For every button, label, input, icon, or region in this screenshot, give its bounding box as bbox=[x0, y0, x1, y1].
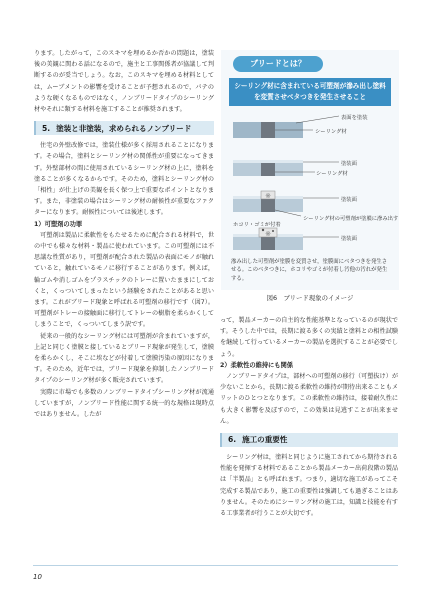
left-column bbox=[34, 48, 214, 420]
section-title: 塗装と非塗装，求められるノンブリード bbox=[56, 123, 192, 133]
section-number: 6. bbox=[228, 435, 237, 445]
figure-title: シーリング材に含まれている可塑剤が滲み出し塗料を変質させベタつきを発生させること bbox=[229, 78, 391, 106]
label-film: 塗装面 bbox=[341, 236, 357, 242]
label-film: 塗装面 bbox=[341, 197, 357, 203]
paragraph: 実際に市場でも多数のノンブリードタイプシーリング材が流通していますが，ノンブリード性能に関する統一的な規格は現時点ではありません。したが bbox=[34, 388, 214, 419]
paragraph: シーリング材は，塗料と同じように施工されてから期待される性能を発揮する材料であることから製品メーカー出荷段階の製品は「半製品」とも呼ばれます。つまり，適切な施工があってこそ完成する製品であり，施工の重要性は強調しても過ぎることはありません。そのためにシーリング材の施工は，知識と技能を有する工事業者が行うことが大切です。 bbox=[220, 454, 398, 518]
label-film: 塗装面 bbox=[341, 161, 357, 167]
right-column bbox=[220, 315, 398, 519]
stage-4-panel bbox=[233, 228, 303, 250]
svg-text:※: ※ bbox=[265, 230, 271, 238]
paragraph: 可塑剤は製品に柔軟性をもたせるために配合される材料で，世の中でも様々な材料・製品に使われています。この可塑剤には不思議な性質があり，可塑剤が配合された製品の表面にモノが触れていると，触れているモノに移行することがあります。例えば，輪ゴムや消しゴムをプラスチックのトレーに置いたままにしておくと，くっついてしまったという経験をされたことがあると思います。これがブリード現象と呼ばれる可塑剤の移行です（図7）。可塑剤がトレーの接触面に移行してトレーの樹脂を柔らかくしてしまうことで，くっついてしまう訳です。 bbox=[34, 231, 214, 329]
paragraph: ノンブリードタイプは，部材への可塑剤の移行（可塑抜け）が少ないことから，長期に渡る柔軟性の維持が期待出来ることもメリットのひとつとなります。この柔軟性の維持は，接着耐久性にも大きく影響を及ぼすので，この効果は見逃すことが出来ません。 bbox=[220, 373, 398, 425]
section-number: 5. bbox=[42, 123, 51, 133]
paragraph: って，製品メーカーの自主的な性能基準となっているのが現状です。そうした中では，長期に渡る多くの実績と塗料との相性試験を継続して行っているメーカーの製品を選択することが必要でしょう。 bbox=[220, 317, 398, 358]
subheading: 1）可塑剤の功罪 bbox=[34, 220, 83, 228]
figure-diagram bbox=[221, 50, 399, 290]
paragraph: ります。したがって，このスキマを埋めるか否かの問題は，塗装後の美観に関わる話になるので，施主と工事関係者が協議して判断するのが妥当でしょう。なお，このスキマを埋める材料としては，ムーブメントの影響を受けることが予想されるので，パテのような硬くなるものではなく，ノンブリードタイプのシーリング材やそれに類する材料を施工することが推奨されます。 bbox=[34, 50, 214, 114]
label-sealant: シーリング材 bbox=[315, 129, 347, 135]
section-title: 施工の重要性 bbox=[242, 435, 288, 445]
figure-caption: 図6 ブリード現象のイメージ bbox=[266, 294, 354, 302]
label-sealant: シーリング材 bbox=[316, 171, 348, 177]
figure-note: 滲み出した可塑剤が塗膜を変質させ，塗膜面にベタつきを発生させる。このベタつきに，ホコリやゴミが付着し汚他の汚れが発生する。 bbox=[231, 259, 388, 282]
label-dust: ホコリ・ゴミが付着 bbox=[233, 222, 281, 228]
paragraph: 住宅の外壁改修では，塗装仕様が多く採用されることになります。その場合，塗料とシーリング材の関係性が重要になってきます。外壁部材の間に使用されているシーリング材の上に，塗料を塗ることが多くなるからです。そのため，塗料とシーリング材の「相性」が仕上げの美観を長く保つ上で重要なポイントとなります。また，非塗装の場合はシーリング材の耐候性が重要なファクターになります。耐候性については後述します。 bbox=[34, 142, 214, 217]
page-number: 10 bbox=[33, 573, 42, 581]
section-heading-5 bbox=[34, 121, 214, 135]
stage-2-panel bbox=[233, 160, 303, 176]
section-heading-6 bbox=[220, 433, 398, 447]
figure-badge: ブリードとは？ bbox=[233, 56, 323, 72]
footer-rule bbox=[33, 565, 398, 566]
label-plasticizer: シーリング材の可塑剤が塗膜に滲み出す bbox=[303, 216, 399, 222]
stage-3-panel bbox=[233, 191, 303, 212]
bleed-figure bbox=[221, 50, 399, 290]
svg-text:※: ※ bbox=[265, 192, 271, 200]
label-surface: 表面を塗装 bbox=[341, 115, 368, 121]
paragraph: 従来の一般的なシーリング材には可塑剤が含まれていますが，上記と同じく塗膜と接しているとブリード現象が発生して，塗膜を柔らかくし，そこに埃などが付着して塗膜汚染の原因になります。そのため，近年では，ブリード現象を抑制したノンブリードタイプのシーリング材が多く販売されています。 bbox=[34, 332, 214, 385]
subheading: 2）柔軟性の維持にも関係 bbox=[220, 361, 294, 369]
